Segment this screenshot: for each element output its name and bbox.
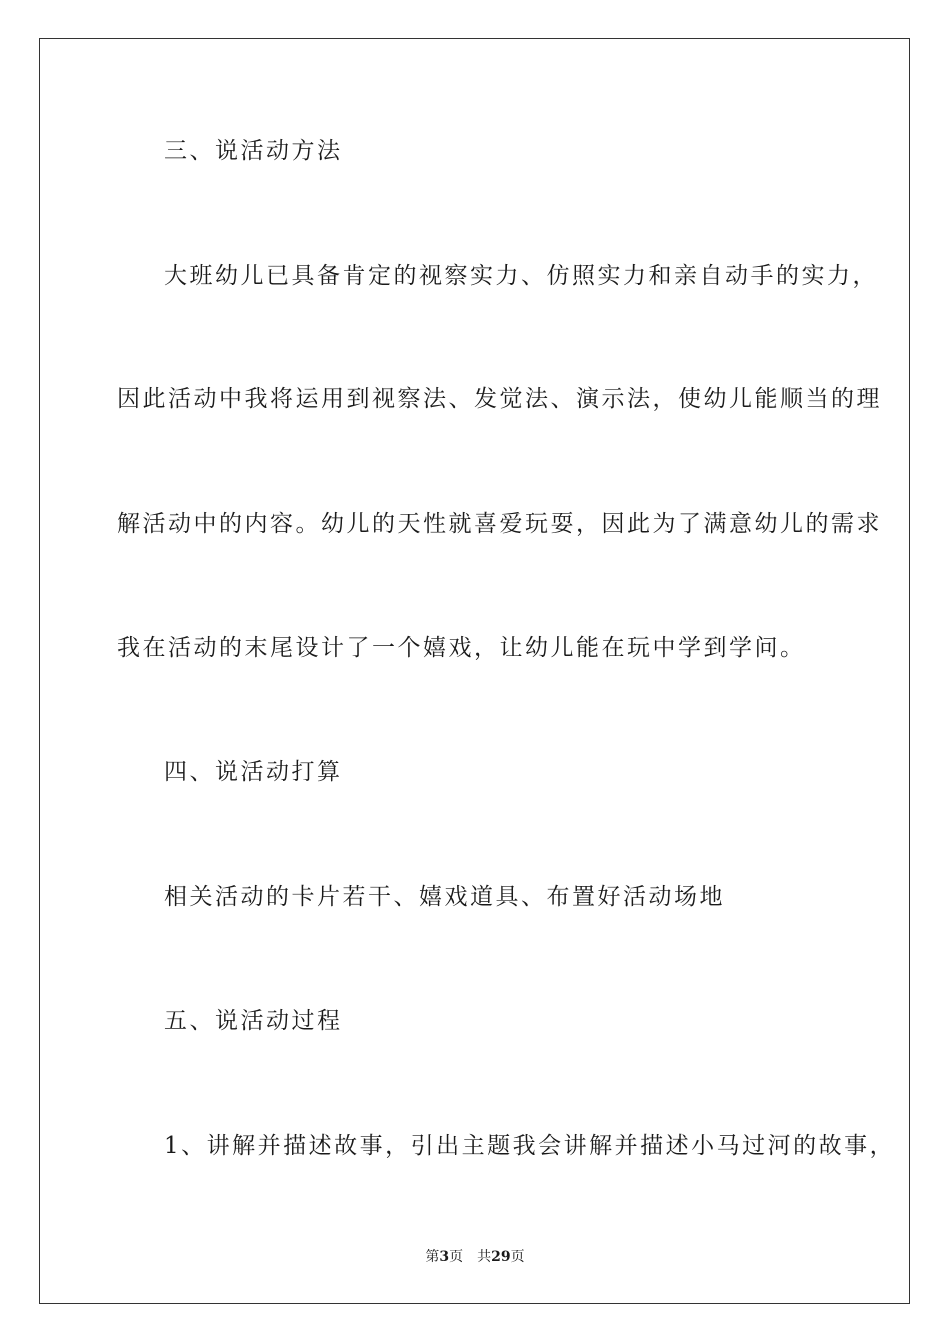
paragraph-line: 因此活动中我将运用到视察法、发觉法、演示法，使幼儿能顺当的理 xyxy=(117,386,882,412)
section-heading-preparation: 四、说活动打算 xyxy=(164,759,343,785)
footer-page-suffix: 页 xyxy=(449,1249,464,1265)
footer-total-pages: 29 xyxy=(491,1249,511,1265)
page-border xyxy=(39,38,910,1304)
footer-total-prefix: 共 xyxy=(477,1249,492,1265)
page-footer xyxy=(0,1247,950,1267)
paragraph-line: 1、讲解并描述故事，引出主题我会讲解并描述小马过河的故事， xyxy=(164,1133,896,1159)
section-heading-process: 五、说活动过程 xyxy=(164,1008,343,1034)
footer-page-number: 3 xyxy=(439,1249,450,1265)
paragraph-line: 解活动中的内容。幼儿的天性就喜爱玩耍，因此为了满意幼儿的需求 xyxy=(117,511,882,537)
paragraph-line: 相关活动的卡片若干、嬉戏道具、布置好活动场地 xyxy=(164,884,725,910)
footer-page-prefix: 第 xyxy=(425,1249,440,1265)
paragraph-line: 大班幼儿已具备肯定的视察实力、仿照实力和亲自动手的实力， xyxy=(164,263,878,289)
paragraph-line: 我在活动的末尾设计了一个嬉戏，让幼儿能在玩中学到学问。 xyxy=(117,635,806,661)
section-heading-methods: 三、说活动方法 xyxy=(164,138,343,164)
footer-total-suffix: 页 xyxy=(510,1249,525,1265)
